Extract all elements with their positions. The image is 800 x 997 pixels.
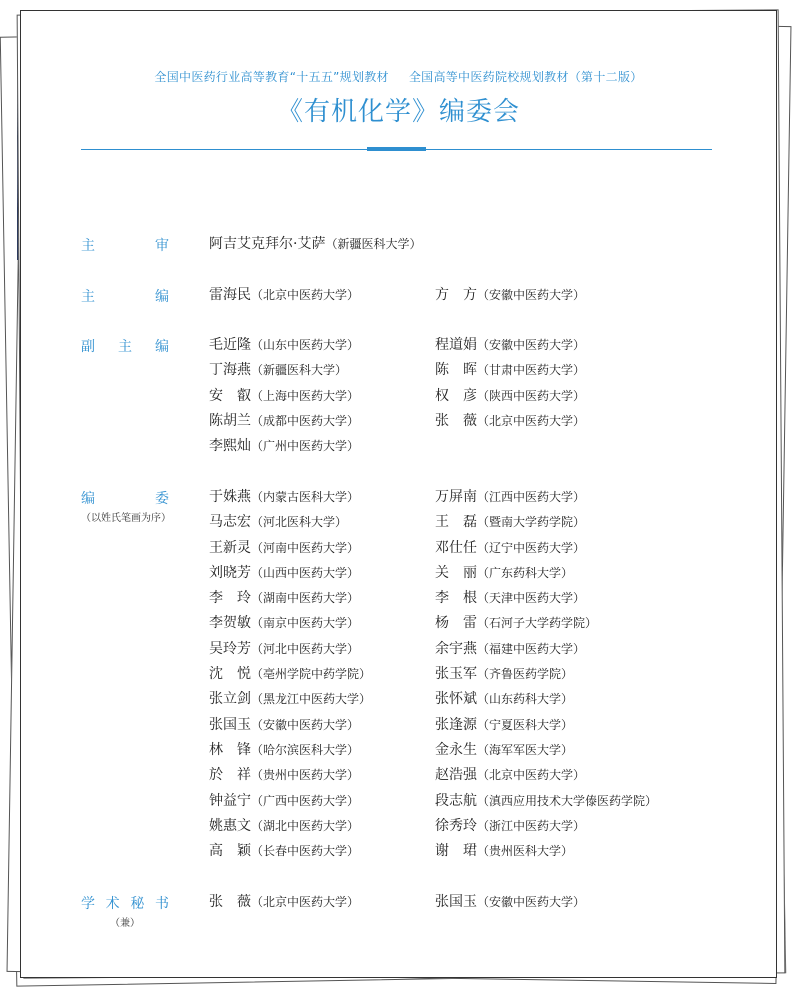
member-row — [209, 358, 359, 383]
member-institution: （辽宁中医药大学） — [477, 540, 586, 555]
member-name: 张立剑 — [209, 691, 251, 708]
member-name: 李 根 — [435, 590, 477, 607]
member-name: 金永生 — [435, 741, 477, 758]
member-institution: （湖北中医药大学） — [251, 818, 360, 833]
member-column — [209, 890, 359, 915]
member-institution: （贵州医科大学） — [477, 844, 574, 859]
member-row — [209, 561, 371, 586]
member-row — [209, 839, 371, 864]
member-column — [435, 333, 585, 434]
member-column — [209, 333, 359, 459]
member-row — [435, 814, 657, 839]
member-institution: （河北中医药大学） — [251, 641, 360, 656]
member-institution: （湖南中医药大学） — [251, 591, 360, 606]
member-row — [435, 687, 657, 712]
member-name: 万屏南 — [435, 489, 477, 505]
member-institution: （上海中医药大学） — [251, 388, 360, 403]
member-institution: （河北医科大学） — [251, 515, 348, 530]
member-row — [435, 662, 657, 687]
member-name: 马志宏 — [209, 514, 251, 531]
member-name: 刘晓芳 — [209, 564, 251, 581]
role-label-char: 编 — [81, 491, 95, 507]
member-name: 陈 晖 — [435, 362, 477, 379]
member-name: 于姝燕 — [209, 489, 251, 505]
member-name: 张玉军 — [435, 666, 477, 683]
member-row — [435, 637, 657, 662]
member-row — [209, 434, 359, 459]
member-institution: （山东中医药大学） — [251, 338, 360, 352]
role-label-char: 编 — [155, 339, 169, 355]
member-name: 王新灵 — [209, 539, 251, 556]
member-row — [435, 738, 657, 763]
role-label-char: 审 — [155, 238, 169, 254]
member-institution: （新疆医科大学） — [325, 237, 422, 251]
member-row — [435, 763, 657, 788]
role-label-char: 术 — [105, 896, 120, 912]
role-label-char: 副 — [81, 339, 95, 355]
member-institution: （北京中医药大学） — [251, 895, 360, 909]
member-institution: （山西中医药大学） — [251, 565, 360, 580]
role-label-char: 秘 — [130, 896, 145, 912]
member-row — [435, 510, 657, 535]
member-name: 林 锋 — [209, 741, 251, 758]
member-name: 王 磊 — [435, 514, 477, 531]
member-institution: （陕西中医药大学） — [477, 388, 586, 403]
member-institution: （海军军医大学） — [477, 742, 574, 757]
member-row — [435, 384, 585, 409]
member-name: 张 薇 — [435, 412, 477, 429]
role-label-char: 主 — [81, 289, 95, 305]
member-name: 李 玲 — [209, 590, 251, 607]
member-column — [435, 283, 585, 308]
member-institution: （成都中医药大学） — [251, 413, 360, 428]
member-institution: （广州中医药大学） — [251, 439, 360, 454]
role-label — [81, 286, 169, 306]
member-name: 李熙灿 — [209, 438, 251, 455]
member-name: 毛近隆 — [209, 337, 251, 353]
member-institution: （福建中医药大学） — [477, 641, 586, 656]
member-row — [209, 510, 371, 535]
member-column — [209, 283, 359, 308]
member-row — [435, 789, 657, 814]
title-divider-accent — [367, 147, 426, 151]
member-column — [209, 485, 371, 864]
member-institution: （广东药科大学） — [477, 565, 574, 580]
member-institution: （北京中医药大学） — [477, 768, 586, 783]
member-institution: （哈尔滨医科大学） — [251, 742, 360, 757]
member-institution: （安徽中医药大学） — [477, 895, 586, 909]
role-label — [81, 488, 169, 508]
member-column — [209, 232, 421, 257]
member-institution: （江西中医药大学） — [477, 490, 586, 504]
role-label-char: 编 — [155, 289, 169, 305]
member-name: 关 丽 — [435, 564, 477, 581]
member-row — [209, 789, 371, 814]
member-institution: （亳州学院中药学院） — [251, 667, 372, 682]
member-row — [435, 586, 657, 611]
member-name: 张 薇 — [209, 894, 251, 910]
member-row — [209, 890, 359, 915]
member-name: 邓仕任 — [435, 539, 477, 556]
member-name: 吴玲芳 — [209, 640, 251, 657]
member-row — [435, 561, 657, 586]
member-row — [435, 333, 585, 358]
member-institution: （浙江中医药大学） — [477, 818, 586, 833]
member-row — [209, 738, 371, 763]
front-page — [20, 10, 777, 978]
member-column — [435, 890, 585, 915]
member-row — [209, 662, 371, 687]
member-row — [209, 409, 359, 434]
member-name: 李贺敏 — [209, 615, 251, 632]
page-title: 《有机化学》编委会 — [276, 97, 520, 127]
member-name: 姚惠文 — [209, 817, 251, 834]
member-institution: （暨南大学药学院） — [477, 515, 586, 530]
member-name: 方 方 — [435, 287, 477, 303]
member-institution: （安徽中医药大学） — [477, 338, 586, 352]
member-institution: （天津中医药大学） — [477, 591, 586, 606]
member-name: 杨 雷 — [435, 615, 477, 632]
member-row — [209, 713, 371, 738]
member-name: 沈 悦 — [209, 666, 251, 683]
member-institution: （甘肃中医药大学） — [477, 363, 586, 378]
member-name: 权 彦 — [435, 387, 477, 404]
member-row — [209, 763, 371, 788]
member-name: 程道娟 — [435, 337, 477, 353]
member-institution: （新疆医科大学） — [251, 363, 348, 378]
member-name: 徐秀玲 — [435, 817, 477, 834]
member-row — [435, 839, 657, 864]
member-row — [209, 384, 359, 409]
member-row — [435, 611, 657, 636]
member-institution: （河南中医药大学） — [251, 540, 360, 555]
member-row — [209, 637, 371, 662]
role-label-char: 委 — [155, 491, 169, 507]
member-name: 段志航 — [435, 792, 477, 809]
member-row — [435, 713, 657, 738]
role-label-char: 学 — [81, 896, 95, 912]
member-name: 张国玉 — [435, 894, 477, 910]
member-row — [435, 485, 657, 510]
member-institution: （南京中医药大学） — [251, 616, 360, 631]
member-name: 余宇燕 — [435, 640, 477, 657]
member-row — [209, 611, 371, 636]
member-institution: （安徽中医药大学） — [477, 288, 586, 302]
series-right: 全国高等中医药院校规划教材（第十二版） — [408, 70, 643, 84]
member-row — [435, 890, 585, 915]
member-institution: （山东药科大学） — [477, 692, 574, 707]
role-label — [81, 893, 169, 913]
member-name: 钟益宁 — [209, 792, 251, 809]
member-institution: （北京中医药大学） — [251, 288, 360, 302]
member-institution: （贵州中医药大学） — [251, 768, 360, 783]
member-row — [209, 536, 371, 561]
member-row — [435, 536, 657, 561]
role-label-char: 主 — [81, 238, 95, 254]
member-name: 阿吉艾克拜尔·艾萨 — [209, 236, 326, 252]
member-institution: （齐鲁医药学院） — [477, 667, 574, 682]
member-row — [435, 283, 585, 308]
member-institution: （北京中医药大学） — [477, 413, 586, 428]
member-name: 高 颖 — [209, 843, 251, 860]
member-column — [435, 485, 657, 864]
series-line — [21, 68, 776, 85]
member-name: 谢 珺 — [435, 843, 477, 860]
member-name: 赵浩强 — [435, 767, 477, 784]
member-row — [209, 485, 371, 510]
member-name: 安 叡 — [209, 387, 251, 404]
member-row — [209, 814, 371, 839]
member-row — [435, 358, 585, 383]
member-institution: （滇西应用技术大学傣医药学院） — [477, 793, 658, 808]
role-label — [81, 235, 169, 255]
member-name: 於 祥 — [209, 767, 251, 784]
role-label-char: 书 — [154, 896, 169, 912]
member-name: 雷海民 — [209, 287, 251, 303]
member-institution: （黑龙江中医药大学） — [251, 692, 372, 707]
member-institution: （广西中医药大学） — [251, 793, 360, 808]
member-institution: （安徽中医药大学） — [251, 717, 360, 732]
member-name: 张国玉 — [209, 716, 251, 733]
member-row — [209, 283, 359, 308]
member-row — [209, 687, 371, 712]
member-row — [435, 409, 585, 434]
role-note: （以姓氏笔画为序） — [81, 513, 171, 524]
member-institution: （内蒙古医科大学） — [251, 490, 360, 504]
role-note: （兼） — [110, 918, 140, 929]
series-left: 全国中医药行业高等教育“十五五”规划教材 — [154, 70, 389, 84]
member-name: 丁海燕 — [209, 362, 251, 379]
member-name: 张逢源 — [435, 716, 477, 733]
member-institution: （长春中医药大学） — [251, 844, 360, 859]
member-row — [209, 333, 359, 358]
member-name: 陈胡兰 — [209, 412, 251, 429]
role-label — [81, 336, 169, 356]
member-institution: （宁夏医科大学） — [477, 717, 574, 732]
member-row — [209, 232, 421, 257]
member-name: 张怀斌 — [435, 691, 477, 708]
member-institution: （石河子大学药学院） — [477, 616, 598, 631]
role-label-char: 主 — [118, 339, 132, 355]
member-row — [209, 586, 371, 611]
